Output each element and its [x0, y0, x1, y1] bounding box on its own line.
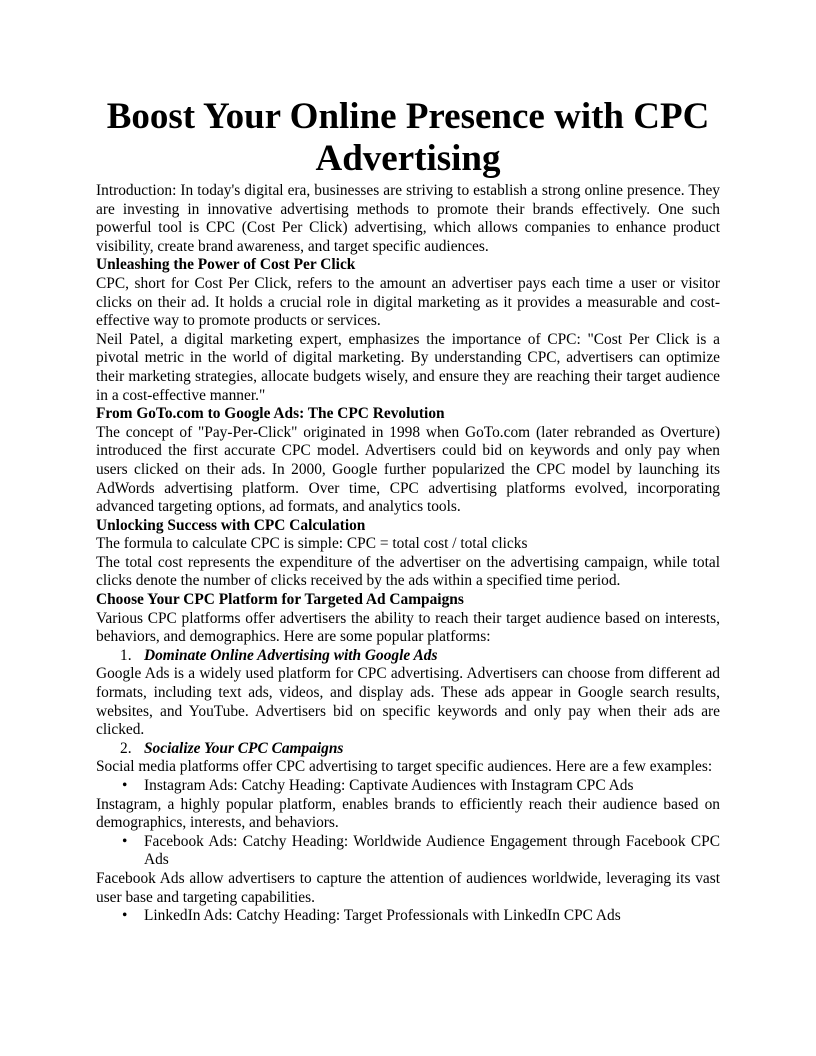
power-paragraph-1: CPC, short for Cost Per Click, refers to the amount an advertiser pays each time a user or visitor clicks on their ad. It holds a crucial role in digital marketing as it provides a measurable and cost-effective way to promote products or services.	[96, 274, 720, 330]
document-page	[96, 96, 720, 926]
bullet-icon: •	[122, 832, 128, 850]
section-heading-calculation: Unlocking Success with CPC Calculation	[96, 516, 366, 534]
bullet-item-linkedin	[96, 907, 720, 926]
bullet-icon: •	[122, 777, 128, 794]
platform-numbered-list-1	[96, 647, 720, 666]
facebook-paragraph: Facebook Ads allow advertisers to capture the attention of audiences worldwide, leveraging its vast user base and targeting capabilities.	[96, 869, 720, 906]
numbered-item-title: Dominate Online Advertising with Google Ads	[144, 646, 438, 664]
revolution-paragraph: The concept of "Pay-Per-Click" originated in 1998 when GoTo.com (later rebranded as Overture) introduced the first accurate CPC model. Advertisers could bid on keywords and only pay when users clicked on their ads. In 2000, Google further popularized the CPC model by launching its AdWords advertising platform. Over time, CPC advertising platforms evolved, incorporating advanced targeting options, ad formats, and analytics tools.	[96, 423, 720, 516]
calculation-formula: The formula to calculate CPC is simple: CPC = total cost / total clicks	[96, 535, 528, 553]
platform-numbered-list-2	[96, 740, 720, 759]
instagram-paragraph: Instagram, a highly popular platform, enables brands to efficiently reach their audience based on demographics, interests, and behaviors.	[96, 795, 720, 832]
power-paragraph-2: Neil Patel, a digital marketing expert, emphasizes the importance of CPC: "Cost Per Click is a pivotal metric in the world of digital marketing. By understanding CPC, advertisers can optimize their marketing strategies, allocate budgets wisely, and ensure they are reaching their target audience in a cost-effective manner."	[96, 330, 720, 404]
numbered-item-google-ads	[96, 647, 720, 666]
list-number: 2.	[120, 739, 132, 757]
document-title: Boost Your Online Presence with CPC Advertising	[106, 96, 710, 179]
bullet-icon: •	[122, 907, 128, 925]
bullet-item-facebook	[96, 833, 720, 870]
bullet-list-facebook	[96, 833, 720, 870]
section-heading-revolution: From GoTo.com to Google Ads: The CPC Revolution	[96, 405, 445, 423]
bullet-list-instagram	[96, 777, 720, 796]
intro-paragraph: Introduction: In today's digital era, businesses are striving to establish a strong online presence. They are investing in innovative advertising methods to promote their brands effectively. One such powerful tool is CPC (Cost Per Click) advertising, which allows companies to enhance product visibility, create brand awareness, and target specific audiences.	[96, 182, 720, 255]
bullet-label: Instagram Ads: Catchy Heading: Captivate Audiences with Instagram CPC Ads	[144, 777, 634, 794]
platforms-paragraph: Various CPC platforms offer advertisers the ability to reach their target audience based on interests, behaviors, and demographics. Here are some popular platforms:	[96, 609, 720, 646]
section-heading-power: Unleashing the Power of Cost Per Click	[96, 256, 356, 274]
numbered-item-title: Socialize Your CPC Campaigns	[144, 739, 344, 757]
bullet-list-linkedin	[96, 907, 720, 926]
section-heading-platforms: Choose Your CPC Platform for Targeted Ad Campaigns	[96, 591, 464, 609]
bullet-label: LinkedIn Ads: Catchy Heading: Target Professionals with LinkedIn CPC Ads	[144, 907, 621, 925]
bullet-item-instagram	[96, 777, 720, 796]
social-paragraph: Social media platforms offer CPC advertising to target specific audiences. Here are a few examples:	[96, 758, 713, 776]
list-number: 1.	[120, 646, 132, 664]
google-ads-paragraph: Google Ads is a widely used platform for CPC advertising. Advertisers can choose from different ad formats, including text ads, videos, and display ads. These ads appear in Google search results, websites, and YouTube. Advertisers bid on specific keywords and only pay when their ads are clicked.	[96, 665, 720, 739]
calculation-paragraph: The total cost represents the expenditure of the advertiser on the advertising campaign, while total clicks denote the number of clicks received by the ads within a specified time period.	[96, 553, 720, 590]
bullet-label: Facebook Ads: Catchy Heading: Worldwide Audience Engagement through Facebook CPC Ads	[144, 832, 720, 869]
numbered-item-social	[96, 740, 720, 759]
